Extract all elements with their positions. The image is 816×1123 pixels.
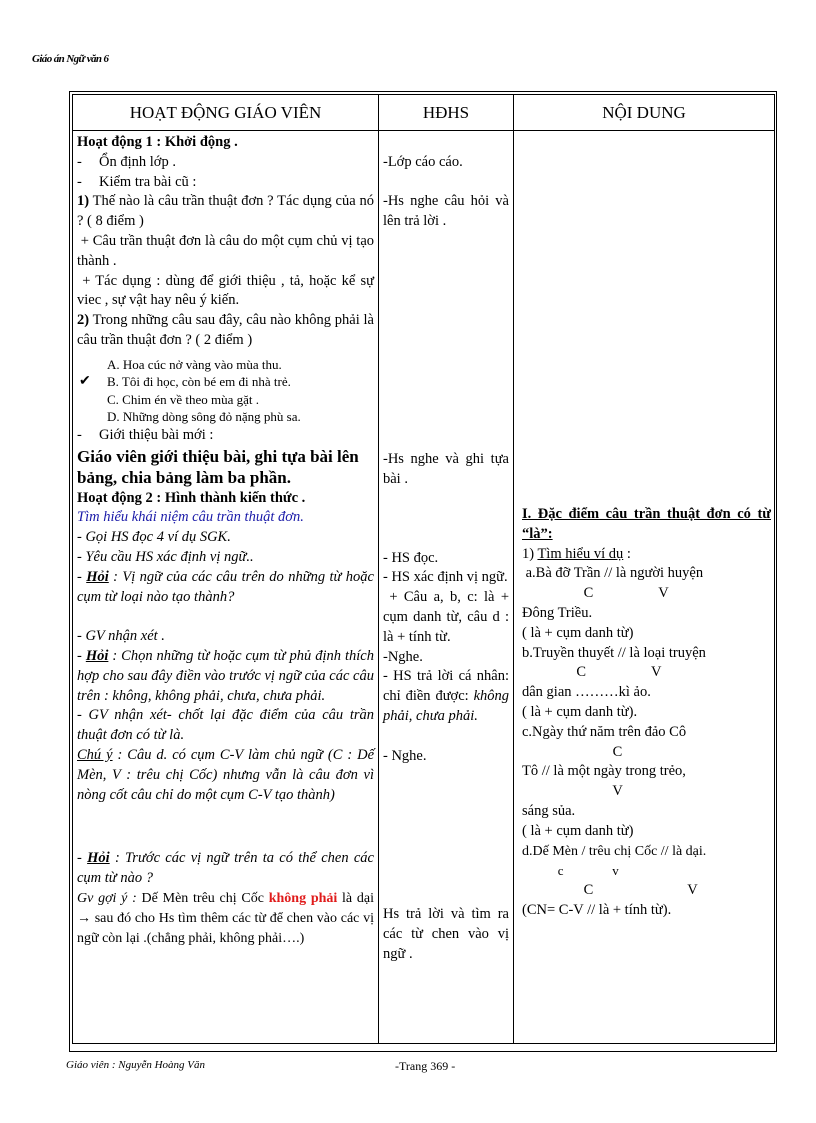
example-line: dân gian ………kì ảo. — [522, 684, 651, 701]
footer-teacher: Giáo viên : Nguyễn Hoàng Văn — [66, 1059, 205, 1071]
example-note: (CN= C-V // là + tính từ). — [522, 901, 672, 918]
option-a: A. Hoa cúc nở vàng vào mùa thu. — [107, 356, 282, 372]
footer-page-number: -Trang 369 - — [395, 1059, 456, 1073]
page-header: Giáo án Ngữ văn 6 — [32, 53, 109, 65]
list-item: - Kiểm tra bài cũ : — [77, 173, 197, 190]
cv-label: V — [522, 783, 623, 800]
list-item: - Ổn định lớp . — [77, 153, 176, 170]
student-answer: - Nghe. — [383, 747, 427, 764]
list-item: - Giới thiệu bài mới : — [77, 426, 214, 443]
gv-note: - GV nhận xét- chốt lại đặc điểm của câu trần thuật đơn có từ là. — [77, 707, 374, 744]
chu-y: Chú ý : Câu d. có cụm C-V làm chủ ngữ (C : Dế Mèn, V : trêu chị Cốc) nhưng vẫn là câu đơn vì nòng cốt câu chỉ do một cụm C-V tạo thành) — [77, 746, 374, 803]
option-d: D. Những dòng sông đỏ nặng phù sa. — [107, 409, 301, 425]
example-note: ( là + cụm danh từ). — [522, 703, 638, 720]
lesson-table — [72, 94, 775, 1044]
example-c: c.Ngày thứ năm trên đảo Cô — [522, 723, 687, 740]
check-icon: ✔ — [79, 374, 91, 390]
table-body-row — [73, 131, 775, 1044]
student-answer: -Nghe. — [383, 648, 423, 665]
activity-2-title: Hoạt động 2 : Hình thành kiến thức . — [77, 489, 306, 506]
header-col-teacher: HOẠT ĐỘNG GIÁO VIÊN — [73, 95, 379, 131]
example-d: d.Dế Mèn / trêu chị Cốc // là dại. — [522, 843, 707, 859]
option-c: C. Chim én về theo mùa gặt . — [107, 391, 260, 407]
activity-1-title: Hoạt động 1 : Khởi động . — [77, 134, 238, 150]
student-answer: -Hs nghe và ghi tựa bài . — [383, 450, 509, 487]
cv-label: C V — [522, 585, 669, 602]
hoi-2: - Hỏi : Chọn những từ hoặc cụm từ phủ định thích hợp cho sau đây điền vào trước vị ngữ của các câu trên : không, không phải, chưa, chưa phải. — [77, 647, 374, 704]
content-cell — [514, 131, 775, 1044]
question-1: 1) Thế nào là câu trần thuật đơn ? Tác dụng của nó ? ( 8 điểm ) — [77, 193, 374, 230]
cv-label: C V — [522, 664, 662, 681]
student-answer: -Lớp cáo cáo. — [383, 153, 463, 170]
example-a: a.Bà đỡ Trần // là người huyện — [525, 565, 704, 582]
example-line: Tô // là một ngày trong trẻo, — [522, 763, 686, 780]
activity-2-line: - Gọi HS đọc 4 ví dụ SGK. — [77, 529, 231, 546]
gv-goi-y: Gv gợi ý : Dế Mèn trêu chị Cốc không phải là dại → sau đó cho Hs tìm thêm các từ để chen vào các vị ngữ còn lại .(chẳng phải, không phải….) — [77, 890, 374, 946]
answer-1b: + Tác dụng : dùng để giới thiệu , tả, hoặc kể sự viec , sự vật hay nêu ý kiến. — [77, 272, 374, 309]
student-answer: Hs trả lời và tìm ra các từ chen vào vị ngữ . — [383, 906, 509, 962]
student-answer: - HS xác định vị ngữ. — [383, 569, 508, 586]
gv-note: - GV nhận xét . — [77, 628, 165, 645]
header-col-content: NỘI DUNG — [514, 95, 775, 131]
student-activity-cell — [379, 131, 514, 1044]
example-note: ( là + cụm danh từ) — [522, 624, 634, 641]
example-note: ( là + cụm danh từ) — [522, 822, 634, 839]
activity-2-line: - Yêu cầu HS xác định vị ngữ.. — [77, 548, 254, 565]
example-b: b.Truyền thuyết // là loại truyện — [522, 644, 706, 661]
section-title: I. Đặc điểm câu trần thuật đơn có từ “là”: — [522, 506, 771, 542]
activity-2-subtitle: Tìm hiểu khái niệm câu trần thuật đơn. — [77, 509, 304, 526]
student-answer: - HS đọc. — [383, 549, 439, 566]
cv-label: C V — [522, 882, 698, 899]
arrow-icon: → — [77, 910, 91, 926]
hoi-3: - Hỏi : Trước các vị ngữ trên ta có thể chen các cụm từ nào ? — [77, 850, 374, 887]
example-line: Đông Triều. — [522, 604, 593, 621]
teacher-activity-cell — [73, 131, 379, 1044]
sub-title: 1) Tìm hiểu ví dụ : — [522, 545, 631, 562]
student-answer: + Câu a, b, c: là + cụm danh từ, câu d : là + tính từ. — [383, 589, 510, 645]
table-header-row — [73, 95, 775, 131]
header-col-student: HĐHS — [379, 95, 514, 131]
student-answer: - HS trả lời cá nhân: chỉ điền được: không phải, chưa phải. — [383, 668, 509, 724]
cv-label: c v — [522, 863, 619, 879]
hoi-1: - Hỏi : Vị ngữ của các câu trên do những từ hoặc cụm từ loại nào tạo thành? — [77, 568, 374, 605]
option-b: ✔ B. Tôi đi học, còn bé em đi nhà trẻ. — [79, 374, 291, 390]
student-answer: -Hs nghe câu hỏi và lên trả lời . — [383, 193, 509, 230]
question-2: 2) Trong những câu sau đây, câu nào không phải là câu trần thuật đơn ? ( 2 điểm ) — [77, 312, 374, 348]
example-line: sáng sủa. — [522, 802, 576, 819]
answer-1a: + Câu trần thuật đơn là câu do một cụm chủ vị tạo thành . — [77, 232, 375, 269]
intro-text: Giáo viên giới thiệu bài, ghi tựa bài lên bảng, chia bảng làm ba phần. — [77, 446, 359, 487]
cv-label: C — [522, 743, 623, 760]
